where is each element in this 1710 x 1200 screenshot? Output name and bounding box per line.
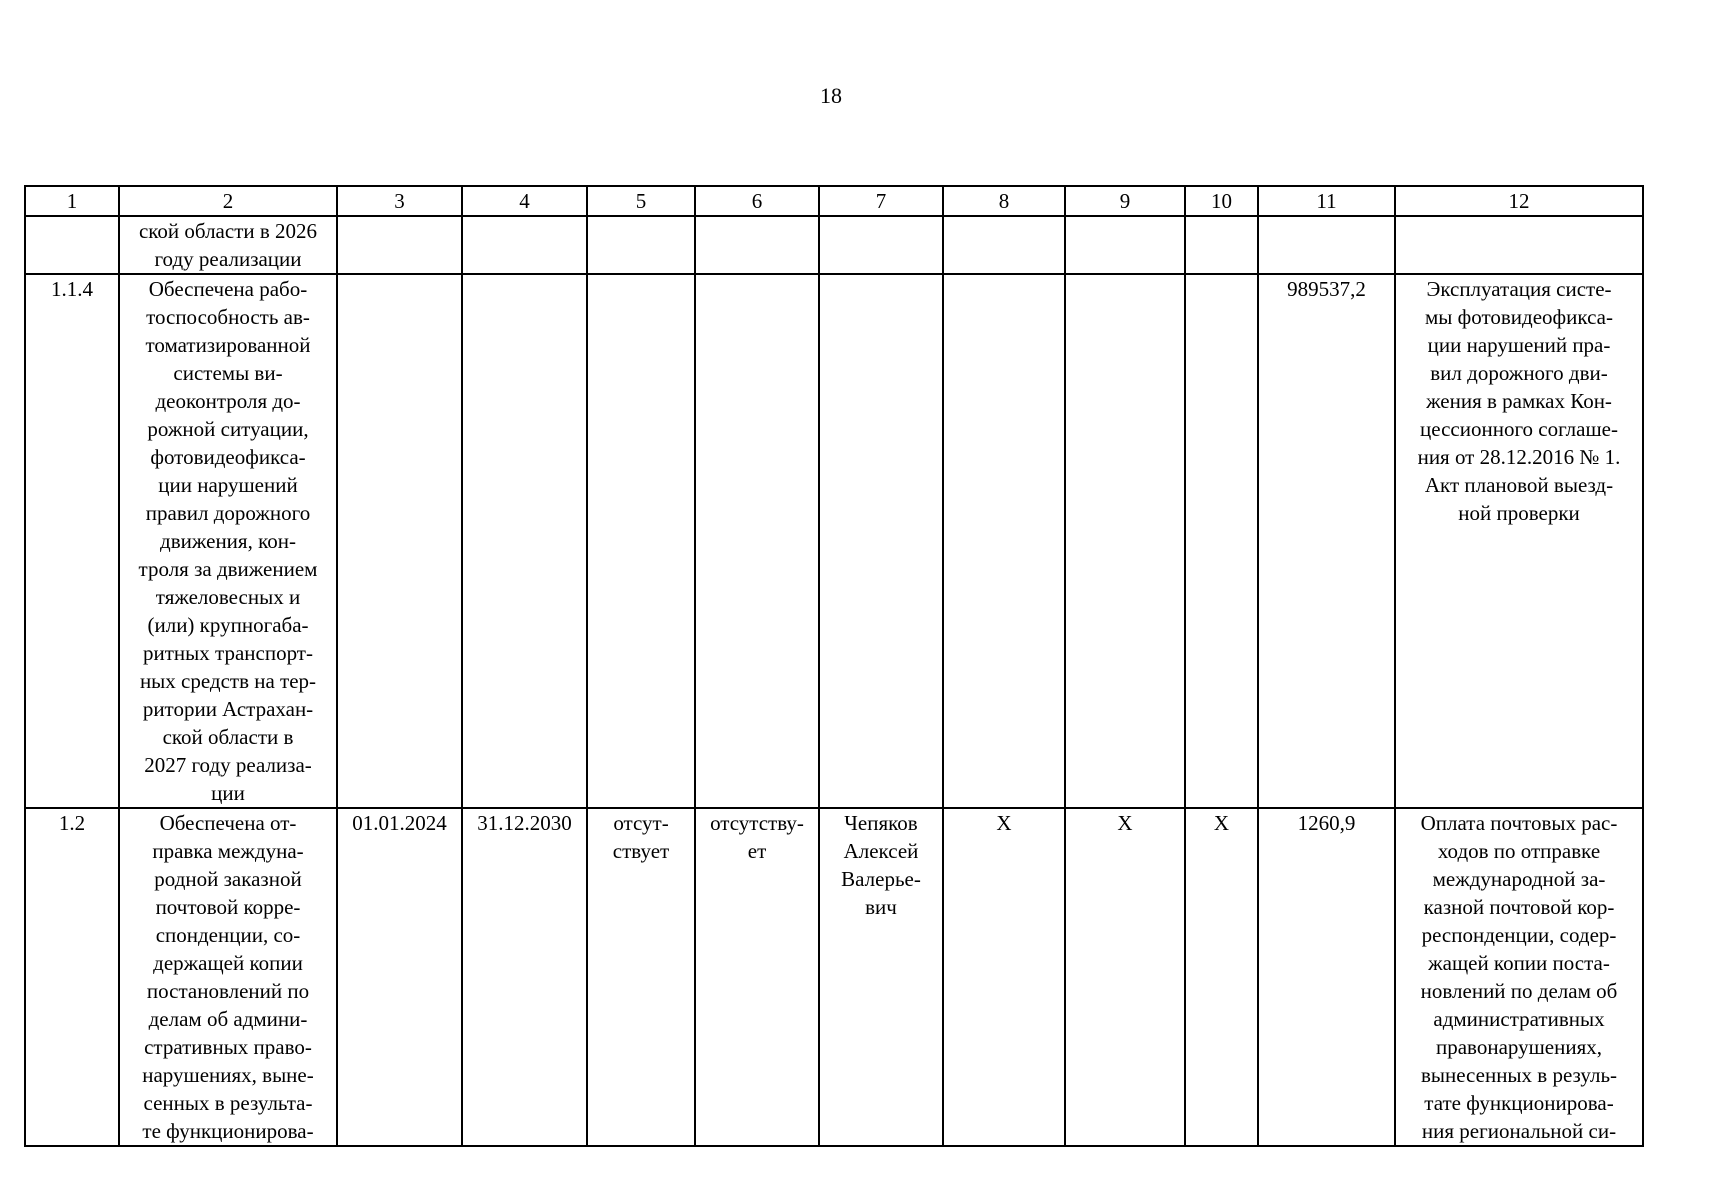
cell-number: 1.1.4 [25,274,119,808]
header-cell: 10 [1185,186,1258,216]
cell-amount [1258,216,1395,274]
header-cell: 12 [1395,186,1643,216]
cell-start-date [337,216,462,274]
data-table [24,185,1644,1147]
cell-col10 [1185,216,1258,274]
cell-col9 [1065,274,1185,808]
cell-end-date: 31.12.2030 [462,808,587,1146]
table-row [25,216,1643,274]
cell-col5 [587,216,695,274]
header-cell: 6 [695,186,819,216]
cell-description: ской области в 2026 году реализации [119,216,337,274]
cell-responsible: Чепяков Алексей Валерье- вич [819,808,943,1146]
header-cell: 8 [943,186,1065,216]
cell-col6 [695,274,819,808]
cell-notes: Оплата почтовых рас- ходов по отправке международной за- казной почтовой кор- респонденции, содер- жащей копии поста- новлений по делам об административных правонарушениях, вынесенных в резуль- тате функционирова- ния региональной си- [1395,808,1643,1146]
cell-col5: отсут- ствует [587,808,695,1146]
header-cell: 3 [337,186,462,216]
header-cell: 5 [587,186,695,216]
cell-notes [1395,216,1643,274]
cell-col9: X [1065,808,1185,1146]
cell-start-date [337,274,462,808]
cell-col10 [1185,274,1258,808]
header-cell: 7 [819,186,943,216]
cell-col6 [695,216,819,274]
cell-col8: X [943,808,1065,1146]
header-cell: 11 [1258,186,1395,216]
page-number: 18 [820,83,842,108]
cell-notes: Эксплуатация систе- мы фотовидеофикса- ции нарушений пра- вил дорожного дви- жения в рамках Кон- цессионного соглаше- ния от 28.12.2016 № 1. Акт плановой выезд- ной проверки [1395,274,1643,808]
cell-end-date [462,216,587,274]
header-cell: 9 [1065,186,1185,216]
cell-responsible [819,216,943,274]
cell-number: 1.2 [25,808,119,1146]
cell-description: Обеспечена от- правка междуна- родной заказной почтовой корре- спонденции, со- держащей копии постановлений по делам об админи- стративных право- нарушениях, выне- сенных в результа- те функционирова- [119,808,337,1146]
header-row [25,186,1643,216]
table-row [25,808,1643,1146]
cell-col5 [587,274,695,808]
cell-col6: отсутству- ет [695,808,819,1146]
cell-amount: 989537,2 [1258,274,1395,808]
header-cell: 1 [25,186,119,216]
cell-col10: X [1185,808,1258,1146]
cell-col8 [943,274,1065,808]
cell-number [25,216,119,274]
cell-responsible [819,274,943,808]
cell-col9 [1065,216,1185,274]
cell-description: Обеспечена рабо- тоспособность ав- томатизированной системы ви- деоконтроля до- рожной ситуации, фотовидеофикса- ции нарушений правил дорожного движения, кон- троля за движением тяжеловесных и (или) крупногаба- ритных транспорт- ных средств на тер- ритории Астрахан- ской области в 2027 году реализа- ции [119,274,337,808]
cell-col8 [943,216,1065,274]
header-cell: 2 [119,186,337,216]
cell-start-date: 01.01.2024 [337,808,462,1146]
table-row [25,274,1643,808]
cell-end-date [462,274,587,808]
header-cell: 4 [462,186,587,216]
cell-amount: 1260,9 [1258,808,1395,1146]
